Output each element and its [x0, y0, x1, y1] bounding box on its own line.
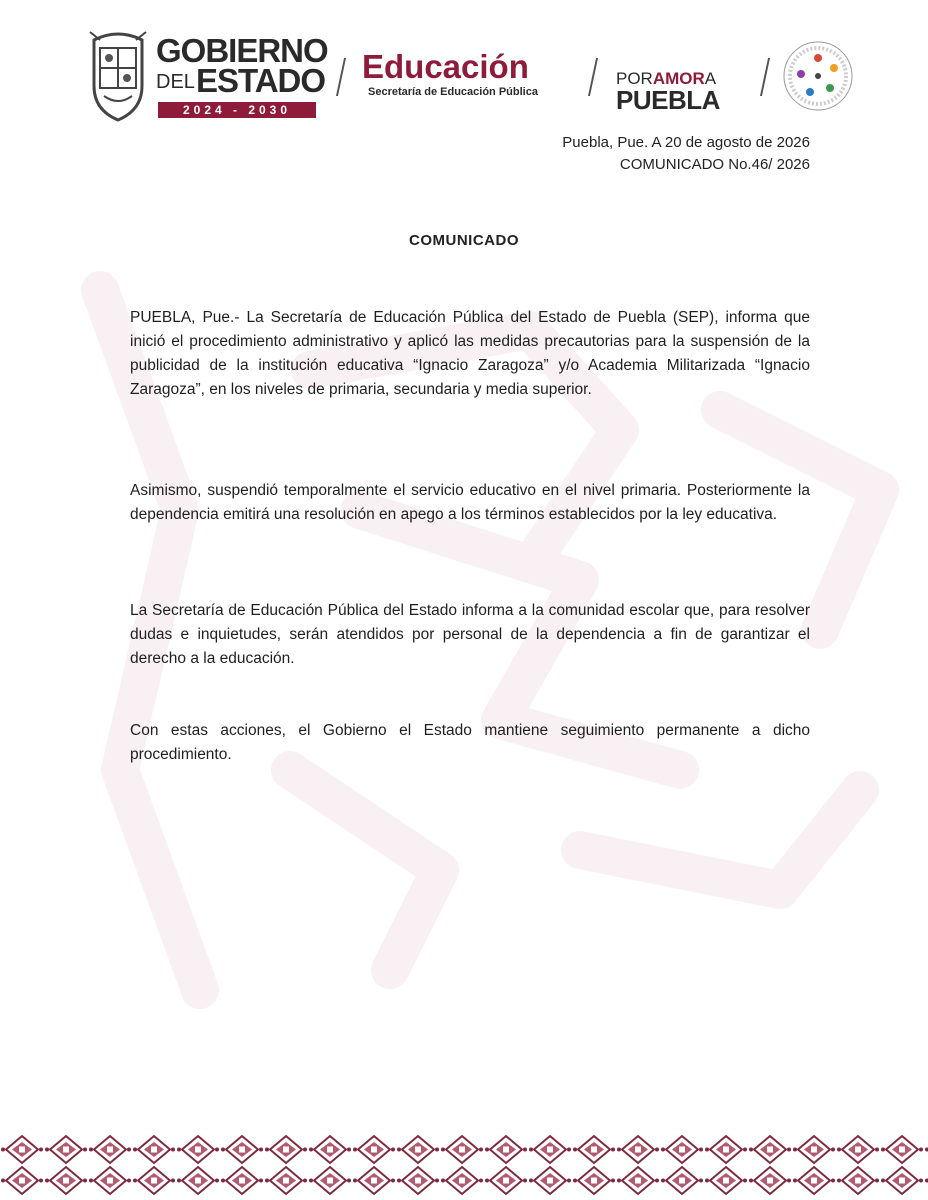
paragraph: PUEBLA, Pue.- La Secretaría de Educación Pública del Estado de Puebla (SEP), informa que inició el procedimiento administrativo y aplicó las medidas precautorias para la suspensión de la publicidad de la institución educativa “Ignacio Zaragoza” y/o Academia Militarizada “Ignacio Zaragoza”, en los niveles de primaria, secundaria y media superior. [130, 309, 810, 398]
header-logos [86, 26, 866, 130]
gobierno-word: GOBIERNO [156, 32, 328, 69]
educacion-subtitle: Secretaría de Educación Pública [368, 86, 538, 98]
decorative-footer-band [0, 1134, 928, 1196]
gobierno-del: DEL [156, 71, 195, 93]
amor-puebla: PUEBLA [616, 85, 720, 115]
coat-of-arms-icon [86, 26, 150, 126]
educacion-logo [362, 50, 572, 98]
amor-por: POR [616, 69, 653, 88]
circular-seal-icon [780, 38, 856, 114]
document-title: COMUNICADO [409, 232, 519, 249]
amor-a: A [704, 69, 717, 88]
gobierno-years-badge: 2024 - 2030 [158, 102, 316, 118]
communique-number: COMUNICADO No.46/ 2026 [619, 156, 810, 173]
paragraph-block [130, 599, 810, 671]
amor-amor: AMOR [652, 69, 705, 88]
place-date: Puebla, Pue. A 20 de agosto de 2026 [562, 134, 810, 151]
paragraph-block [130, 306, 810, 402]
header-divider [588, 58, 598, 96]
paragraph: Asimismo, suspendió temporalmente el servicio educativo en el nivel primaria. Posteriormente la dependencia emitirá una resolución en apego a los términos establecidos por la ley educativa. [130, 482, 810, 523]
paragraph-block [130, 719, 810, 767]
paragraph-block [130, 479, 810, 527]
paragraph: La Secretaría de Educación Pública del Estado informa a la comunidad escolar que, para resolver dudas e inquietudes, serán atendidos por personal de la dependencia a fin de garantizar el derecho a la educación. [130, 602, 810, 667]
por-amor-a-puebla-logo [616, 69, 756, 115]
header-divider [760, 58, 770, 96]
document-meta [562, 132, 810, 176]
paragraph: Con estas acciones, el Gobierno el Estado mantiene seguimiento permanente a dicho procedimiento. [130, 722, 810, 763]
gobierno-estado: ESTADO [196, 62, 326, 99]
educacion-title: Educación [362, 48, 529, 85]
